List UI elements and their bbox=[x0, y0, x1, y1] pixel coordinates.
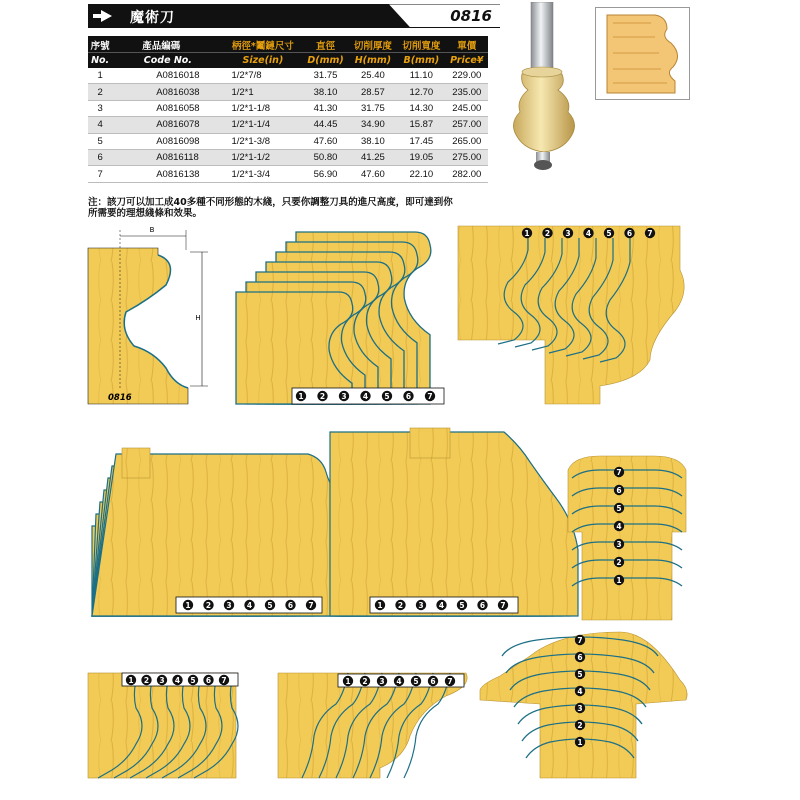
cell-price: 275.00 bbox=[446, 149, 488, 165]
cell-price: 235.00 bbox=[446, 84, 488, 100]
col-b-en: B(mm) bbox=[397, 53, 445, 69]
cell-size: 1/2*1 bbox=[223, 84, 302, 100]
number-badge bbox=[498, 600, 508, 610]
dim-h-label: H bbox=[195, 314, 201, 322]
cell-h: 41.25 bbox=[349, 149, 397, 165]
number-badge-label: 1 bbox=[185, 601, 191, 610]
number-badge-label: 4 bbox=[585, 229, 592, 238]
number-badge bbox=[339, 391, 349, 401]
col-h-en: H(mm) bbox=[349, 53, 397, 69]
number-badge-label: 4 bbox=[362, 392, 369, 401]
cell-no: 3 bbox=[88, 100, 112, 116]
number-badge bbox=[416, 600, 426, 610]
number-badge bbox=[203, 675, 213, 685]
table-row bbox=[88, 133, 488, 149]
cell-b: 14.30 bbox=[397, 100, 445, 116]
number-badge bbox=[575, 652, 585, 662]
number-badge bbox=[306, 600, 316, 610]
col-no-en: No. bbox=[88, 53, 112, 69]
number-badge-label: 7 bbox=[500, 601, 506, 610]
number-badge bbox=[126, 675, 136, 685]
number-badge-label: 5 bbox=[190, 676, 196, 685]
number-badge bbox=[403, 391, 413, 401]
number-badge-label: 3 bbox=[616, 540, 622, 549]
number-badge-label: 5 bbox=[459, 601, 465, 610]
number-badge-label: 2 bbox=[143, 676, 150, 685]
table-row bbox=[88, 166, 488, 182]
middle-profile-1 bbox=[330, 432, 578, 616]
col-size-en: Size(in) bbox=[223, 53, 302, 69]
number-badge bbox=[436, 600, 446, 610]
number-badge-label: 2 bbox=[397, 601, 404, 610]
number-badge-label: 7 bbox=[577, 636, 583, 645]
number-badge-label: 2 bbox=[577, 721, 583, 730]
table-row bbox=[88, 117, 488, 133]
number-badge-label: 4 bbox=[174, 676, 181, 685]
number-badge bbox=[457, 600, 467, 610]
cell-h: 31.75 bbox=[349, 100, 397, 116]
number-badge bbox=[183, 600, 193, 610]
cell-price: 265.00 bbox=[446, 133, 488, 149]
number-badge bbox=[224, 600, 234, 610]
number-badge bbox=[395, 600, 405, 610]
number-badge-label: 7 bbox=[447, 677, 453, 686]
number-badge bbox=[296, 391, 306, 401]
number-badge bbox=[575, 737, 585, 747]
col-code-en: Code No. bbox=[112, 53, 223, 69]
number-badge bbox=[522, 228, 532, 238]
number-badge-label: 2 bbox=[616, 558, 622, 567]
table-header-zh bbox=[88, 37, 488, 53]
cell-no: 5 bbox=[88, 133, 112, 149]
number-badge-label: 5 bbox=[267, 601, 273, 610]
table-row bbox=[88, 84, 488, 100]
number-badge bbox=[375, 600, 385, 610]
number-badge-label: 2 bbox=[205, 601, 212, 610]
cell-b: 22.10 bbox=[397, 166, 445, 182]
cell-b: 11.10 bbox=[397, 68, 445, 84]
number-badge-label: 3 bbox=[379, 677, 385, 686]
number-badge-label: 1 bbox=[345, 677, 351, 686]
number-badge-label: 7 bbox=[221, 676, 227, 685]
cell-size: 1/2*1-1/4 bbox=[223, 117, 302, 133]
sample-molding-photo bbox=[595, 7, 690, 100]
number-badge-label: 5 bbox=[616, 504, 622, 513]
cascade-block bbox=[458, 226, 684, 404]
number-badge-label: 5 bbox=[384, 392, 390, 401]
table-row bbox=[88, 149, 488, 165]
number-badge-label: 7 bbox=[647, 229, 653, 238]
cell-h: 34.90 bbox=[349, 117, 397, 133]
number-badge bbox=[219, 675, 229, 685]
number-badge bbox=[614, 467, 624, 477]
cell-d: 50.80 bbox=[302, 149, 348, 165]
usage-note bbox=[88, 197, 498, 219]
number-badge-label: 2 bbox=[319, 392, 326, 401]
arrow-icon bbox=[92, 8, 118, 24]
col-d-en: D(mm) bbox=[302, 53, 348, 69]
number-badge bbox=[575, 703, 585, 713]
table-row bbox=[88, 68, 488, 84]
cell-d: 41.30 bbox=[302, 100, 348, 116]
cell-b: 15.87 bbox=[397, 117, 445, 133]
cell-h: 38.10 bbox=[349, 133, 397, 149]
cell-code: A0816098 bbox=[112, 133, 223, 149]
cell-no: 6 bbox=[88, 149, 112, 165]
product-code: 0816 bbox=[450, 7, 492, 25]
cell-b: 19.05 bbox=[397, 149, 445, 165]
cell-code: A0816078 bbox=[112, 117, 223, 133]
number-badge-label: 6 bbox=[405, 392, 412, 401]
number-badge-label: 1 bbox=[298, 392, 304, 401]
number-badge-label: 6 bbox=[616, 486, 622, 495]
number-badge bbox=[203, 600, 213, 610]
usage-note-line2: 所需要的理想綫條和效果。 bbox=[88, 208, 203, 219]
number-badge-label: 3 bbox=[341, 392, 347, 401]
bottom-middle-block bbox=[278, 673, 467, 778]
symmetric-stack-block bbox=[568, 456, 686, 620]
cell-size: 1/2*1-1/2 bbox=[223, 149, 302, 165]
number-badge-label: 1 bbox=[128, 676, 134, 685]
usage-note-line1: 注：該刀可以加工成40多種不同形態的木綫，只要你調整刀具的進尺高度，即可達到你 bbox=[88, 197, 453, 208]
table-top-rule bbox=[88, 36, 488, 37]
reference-molding-block bbox=[88, 248, 188, 404]
col-price-zh: 單價 bbox=[446, 37, 488, 53]
number-badge bbox=[141, 675, 151, 685]
number-badge bbox=[645, 228, 655, 238]
cell-code: A0816058 bbox=[112, 100, 223, 116]
col-d-zh: 直徑 bbox=[302, 37, 348, 53]
number-badge bbox=[575, 686, 585, 696]
page-title: 魔術刀 bbox=[130, 10, 175, 26]
col-price-en: Price¥ bbox=[446, 53, 488, 69]
number-badge bbox=[425, 391, 435, 401]
number-badge bbox=[563, 228, 573, 238]
number-badge bbox=[583, 228, 593, 238]
number-badge-label: 2 bbox=[544, 229, 551, 238]
number-badge-label: 5 bbox=[577, 670, 583, 679]
number-badge-label: 1 bbox=[616, 576, 622, 585]
number-badge bbox=[614, 539, 624, 549]
number-badge-label: 5 bbox=[413, 677, 419, 686]
number-badge bbox=[317, 391, 327, 401]
router-bit-illustration bbox=[500, 2, 590, 174]
number-badge-label: 3 bbox=[565, 229, 571, 238]
number-badge bbox=[360, 391, 370, 401]
number-badge bbox=[172, 675, 182, 685]
col-size-zh: 柄徑*鬮鏈尺寸 bbox=[223, 37, 302, 53]
number-badge-label: 6 bbox=[626, 229, 633, 238]
table-row bbox=[88, 100, 488, 116]
number-badge-label: 6 bbox=[430, 677, 436, 686]
number-badge-label: 3 bbox=[226, 601, 232, 610]
cell-size: 1/2*7/8 bbox=[223, 68, 302, 84]
number-badge bbox=[428, 676, 438, 686]
number-badge bbox=[382, 391, 392, 401]
number-badge bbox=[285, 600, 295, 610]
cell-code: A0816018 bbox=[112, 68, 223, 84]
number-badge bbox=[575, 669, 585, 679]
cell-d: 38.10 bbox=[302, 84, 348, 100]
cell-no: 7 bbox=[88, 166, 112, 182]
dim-b-label: B bbox=[149, 226, 155, 234]
middle-top-cap bbox=[410, 428, 450, 458]
cell-price: 257.00 bbox=[446, 117, 488, 133]
number-badge bbox=[394, 676, 404, 686]
number-badge bbox=[265, 600, 275, 610]
staircase-top-cap bbox=[122, 448, 150, 478]
number-badge-label: 3 bbox=[159, 676, 165, 685]
number-badge-label: 5 bbox=[606, 229, 612, 238]
number-badge bbox=[575, 720, 585, 730]
number-badge bbox=[377, 676, 387, 686]
cell-d: 47.60 bbox=[302, 133, 348, 149]
number-badge bbox=[157, 675, 167, 685]
cell-b: 12.70 bbox=[397, 84, 445, 100]
cell-h: 25.40 bbox=[349, 68, 397, 84]
number-badge-label: 4 bbox=[616, 522, 622, 531]
number-badge-label: 6 bbox=[577, 653, 583, 662]
number-badge bbox=[244, 600, 254, 610]
number-badge bbox=[614, 575, 624, 585]
number-badge bbox=[614, 557, 624, 567]
number-badge-label: 4 bbox=[396, 677, 402, 686]
cell-h: 47.60 bbox=[349, 166, 397, 182]
number-badge-label: 6 bbox=[287, 601, 294, 610]
number-badge-label: 6 bbox=[205, 676, 212, 685]
number-badge bbox=[188, 675, 198, 685]
cell-price: 245.00 bbox=[446, 100, 488, 116]
number-badge bbox=[614, 485, 624, 495]
number-badge bbox=[343, 676, 353, 686]
cell-d: 56.90 bbox=[302, 166, 348, 182]
number-badge bbox=[360, 676, 370, 686]
number-badge bbox=[614, 503, 624, 513]
number-badge-label: 3 bbox=[418, 601, 424, 610]
cell-size: 1/2*1-1/8 bbox=[223, 100, 302, 116]
bottom-left-block bbox=[88, 673, 236, 778]
cell-price: 229.00 bbox=[446, 68, 488, 84]
number-badge bbox=[575, 635, 585, 645]
number-badge-label: 3 bbox=[577, 704, 583, 713]
col-h-zh: 切削厚度 bbox=[349, 37, 397, 53]
profile-diagrams bbox=[0, 222, 800, 800]
reference-code-label: 0816 bbox=[108, 393, 132, 403]
cell-h: 28.57 bbox=[349, 84, 397, 100]
col-b-zh: 切削寬度 bbox=[397, 37, 445, 53]
col-no-zh: 序號 bbox=[88, 37, 112, 53]
number-badge-label: 1 bbox=[377, 601, 383, 610]
number-badge-label: 7 bbox=[427, 392, 433, 401]
number-badge bbox=[477, 600, 487, 610]
spec-table bbox=[88, 37, 488, 183]
number-badge-label: 4 bbox=[438, 601, 445, 610]
number-badge bbox=[411, 676, 421, 686]
cell-b: 17.45 bbox=[397, 133, 445, 149]
number-badge-label: 6 bbox=[479, 601, 486, 610]
number-badge-label: 2 bbox=[362, 677, 368, 686]
number-badge bbox=[542, 228, 552, 238]
number-badge bbox=[624, 228, 634, 238]
cell-no: 4 bbox=[88, 117, 112, 133]
number-badge-label: 4 bbox=[577, 687, 583, 696]
number-badge-label: 1 bbox=[524, 229, 530, 238]
cell-d: 31.75 bbox=[302, 68, 348, 84]
number-badge-label: 1 bbox=[577, 738, 583, 747]
number-badge bbox=[604, 228, 614, 238]
cell-no: 1 bbox=[88, 68, 112, 84]
cell-d: 44.45 bbox=[302, 117, 348, 133]
number-badge-label: 7 bbox=[616, 468, 622, 477]
cell-code: A0816038 bbox=[112, 84, 223, 100]
number-badge bbox=[614, 521, 624, 531]
number-badge-label: 4 bbox=[246, 601, 253, 610]
number-badge bbox=[445, 676, 455, 686]
cell-no: 2 bbox=[88, 84, 112, 100]
title-banner bbox=[88, 4, 500, 28]
cell-code: A0816118 bbox=[112, 149, 223, 165]
cell-size: 1/2*1-3/8 bbox=[223, 133, 302, 149]
cell-size: 1/2*1-3/4 bbox=[223, 166, 302, 182]
col-code-zh: 產品編碼 bbox=[112, 37, 223, 53]
table-header-en bbox=[88, 53, 488, 69]
cell-code: A0816138 bbox=[112, 166, 223, 182]
number-badge-label: 7 bbox=[308, 601, 314, 610]
cell-price: 282.00 bbox=[446, 166, 488, 182]
